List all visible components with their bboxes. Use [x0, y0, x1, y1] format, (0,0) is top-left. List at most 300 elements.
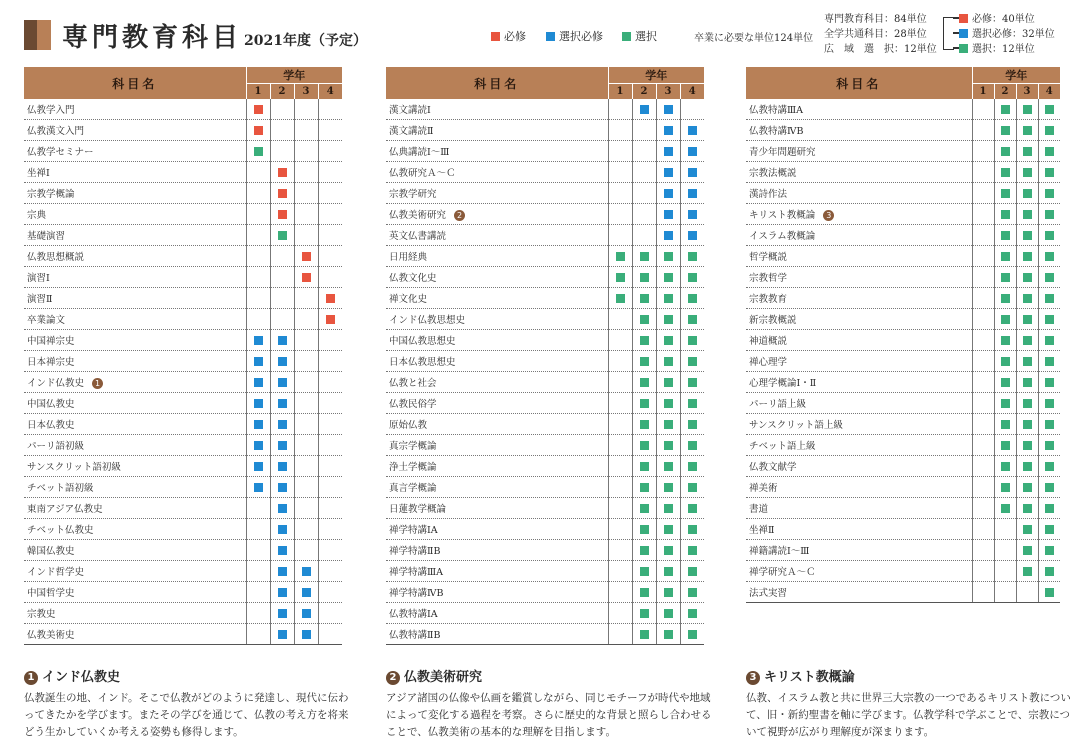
- elective-mark-icon: [1001, 189, 1010, 198]
- year-3-cell: [1016, 225, 1038, 246]
- year-3-cell: [1016, 99, 1038, 120]
- elective-mark-icon: [640, 609, 649, 618]
- elective-mark-icon: [1023, 441, 1032, 450]
- selective-mark-icon: [688, 168, 697, 177]
- elective-mark-icon: [664, 525, 673, 534]
- subject-name: 仏教特講ⅣB: [749, 126, 804, 137]
- subject-name-cell: [24, 141, 246, 162]
- year-1-cell: [972, 99, 994, 120]
- subject-name: 仏教民俗学: [389, 399, 437, 410]
- selective-mark-icon: [278, 441, 287, 450]
- subject-row: [746, 414, 1060, 435]
- subject-row: [24, 477, 342, 498]
- year-3-cell: [656, 225, 680, 246]
- elective-mark-icon: [1023, 252, 1032, 261]
- elective-mark-icon: [1045, 168, 1054, 177]
- year-3-cell: [294, 372, 318, 393]
- subject-row: [24, 519, 342, 540]
- legend-elective: 選択: [622, 28, 657, 44]
- subject-name: 仏教特講ⅠA: [389, 609, 438, 620]
- elective-mark-icon: [1045, 147, 1054, 156]
- year-3-cell: [656, 561, 680, 582]
- elective-mark-icon: [640, 399, 649, 408]
- subject-row: [746, 519, 1060, 540]
- year-3-cell: [294, 477, 318, 498]
- subject-name-cell: [746, 456, 972, 477]
- selective-mark-icon: [688, 126, 697, 135]
- elective-mark-icon: [640, 294, 649, 303]
- year-4-cell: [680, 519, 704, 540]
- elective-mark-icon: [688, 483, 697, 492]
- note-marker: 2: [454, 210, 465, 221]
- elective-mark-icon: [1023, 336, 1032, 345]
- elective-mark-icon: [664, 252, 673, 261]
- year-1-cell: [972, 456, 994, 477]
- elective-mark-icon: [1045, 441, 1054, 450]
- year-1-cell: [608, 162, 632, 183]
- elective-mark-icon: [1001, 357, 1010, 366]
- elective-mark-icon: [1001, 483, 1010, 492]
- year-4-cell: [1038, 330, 1060, 351]
- elective-mark-icon: [1023, 378, 1032, 387]
- subject-row: [386, 414, 704, 435]
- elective-mark-icon: [1023, 525, 1032, 534]
- elective-mark-icon: [1045, 420, 1054, 429]
- subject-row: [24, 162, 342, 183]
- year-2-cell: [994, 414, 1016, 435]
- year-2-cell: [270, 435, 294, 456]
- subject-name-header: 科目名: [24, 67, 246, 99]
- elective-mark-icon: [688, 252, 697, 261]
- year-4-cell: [1038, 141, 1060, 162]
- year-3-cell: [294, 393, 318, 414]
- elective-mark-icon: [664, 336, 673, 345]
- year-4-cell: [680, 225, 704, 246]
- year-2-cell: [632, 456, 656, 477]
- elective-mark-icon: [1023, 483, 1032, 492]
- year-4-cell: [318, 393, 342, 414]
- selective-mark-icon: [278, 420, 287, 429]
- year-1-cell: [972, 582, 994, 603]
- year-1-cell: [246, 393, 270, 414]
- year-2-cell: [994, 435, 1016, 456]
- year-4-cell: [318, 246, 342, 267]
- year-3-cell: [656, 624, 680, 645]
- elective-mark-icon: [688, 588, 697, 597]
- year-2-cell: [994, 582, 1016, 603]
- year-3-cell: [294, 246, 318, 267]
- subject-name-cell: [386, 288, 608, 309]
- selective-mark-icon: [254, 336, 263, 345]
- year-1-cell: [246, 183, 270, 204]
- year-1-cell: [608, 120, 632, 141]
- subject-name-cell: [746, 477, 972, 498]
- year-3-cell: [294, 519, 318, 540]
- year-4-cell: [680, 414, 704, 435]
- year-2-cell: [994, 204, 1016, 225]
- elective-mark-icon: [616, 273, 625, 282]
- year-2-cell: [270, 288, 294, 309]
- year-3-cell: [294, 582, 318, 603]
- subject-row: [386, 582, 704, 603]
- selective-mark-icon: [254, 483, 263, 492]
- year-1-cell: [972, 498, 994, 519]
- subject-row: [24, 120, 342, 141]
- subject-name-cell: [386, 372, 608, 393]
- elective-mark-icon: [1001, 420, 1010, 429]
- year-4-cell: [680, 477, 704, 498]
- subject-name-cell: [386, 414, 608, 435]
- year-1-cell: [246, 225, 270, 246]
- note-marker: 1: [92, 378, 103, 389]
- subject-table-2: [386, 67, 704, 645]
- year-4-cell: [318, 603, 342, 624]
- subject-row: [24, 372, 342, 393]
- year-3-header: 3: [656, 84, 680, 100]
- year-3-header: 3: [1016, 84, 1038, 100]
- year-3-cell: [1016, 183, 1038, 204]
- subject-row: [24, 624, 342, 645]
- subject-row: [746, 246, 1060, 267]
- year-4-cell: [1038, 393, 1060, 414]
- selective-mark-icon: [278, 378, 287, 387]
- subject-name: 宗典: [27, 210, 47, 221]
- year-3-cell: [294, 120, 318, 141]
- year-1-cell: [972, 330, 994, 351]
- footnote-number: 1: [24, 671, 38, 685]
- credit-types: [959, 12, 1055, 57]
- year-2-cell: [994, 351, 1016, 372]
- year-3-cell: [294, 624, 318, 645]
- subject-name: サンスクリット語初級: [27, 462, 121, 473]
- blue-square-icon: [959, 29, 968, 38]
- year-2-cell: [994, 162, 1016, 183]
- subject-name: 禅学特講ⅢA: [389, 567, 444, 578]
- elective-mark-icon: [1045, 210, 1054, 219]
- elective-mark-icon: [688, 294, 697, 303]
- year-2-cell: [994, 477, 1016, 498]
- year-4-header: 4: [680, 84, 704, 100]
- subject-name-cell: [746, 540, 972, 561]
- subject-name: チベット語初級: [27, 483, 94, 494]
- elective-mark-icon: [1023, 315, 1032, 324]
- year-1-cell: [608, 141, 632, 162]
- elective-mark-icon: [1023, 189, 1032, 198]
- subject-name: 宗教史: [27, 609, 56, 620]
- subject-name-cell: [24, 99, 246, 120]
- subject-row: [746, 393, 1060, 414]
- subject-name: 禅文化史: [389, 294, 428, 305]
- year-1-cell: [972, 120, 994, 141]
- year-1-cell: [608, 624, 632, 645]
- year-4-cell: [318, 162, 342, 183]
- subject-name: 演習Ⅰ: [27, 273, 50, 284]
- subject-name: 中国哲学史: [27, 588, 75, 599]
- subject-name: 韓国仏教史: [27, 546, 75, 557]
- year-2-cell: [994, 141, 1016, 162]
- year-3-cell: [656, 582, 680, 603]
- year-2-cell: [632, 225, 656, 246]
- subject-row: [386, 372, 704, 393]
- year-2-cell: [994, 309, 1016, 330]
- note-marker: 3: [823, 210, 834, 221]
- subject-name: 日本禅宗史: [27, 357, 75, 368]
- footnote-title: インド仏教史: [42, 670, 121, 685]
- subject-name: 禅学特講ⅣB: [389, 588, 444, 599]
- elective-mark-icon: [1045, 294, 1054, 303]
- subject-row: [746, 225, 1060, 246]
- year-3-cell: [656, 288, 680, 309]
- subject-row: [746, 267, 1060, 288]
- selective-mark-icon: [254, 462, 263, 471]
- year-3-cell: [1016, 330, 1038, 351]
- year-4-cell: [680, 309, 704, 330]
- subject-row: [386, 330, 704, 351]
- elective-mark-icon: [640, 504, 649, 513]
- subject-name-cell: [24, 246, 246, 267]
- subject-name: イスラム教概論: [749, 231, 816, 242]
- elective-mark-icon: [688, 525, 697, 534]
- year-3-cell: [1016, 477, 1038, 498]
- year-2-cell: [270, 99, 294, 120]
- subject-name: 仏教文化史: [389, 273, 437, 284]
- year-4-cell: [680, 99, 704, 120]
- year-4-cell: [318, 267, 342, 288]
- year-3-cell: [656, 330, 680, 351]
- year-2-cell: [270, 162, 294, 183]
- year-1-cell: [246, 561, 270, 582]
- subject-row: [746, 183, 1060, 204]
- subject-name-cell: [386, 120, 608, 141]
- subject-row: [24, 498, 342, 519]
- subject-name: 坐禅Ⅱ: [749, 525, 775, 536]
- year-3-cell: [656, 309, 680, 330]
- subject-name: 日用経典: [389, 252, 428, 263]
- elective-mark-icon: [1001, 273, 1010, 282]
- subject-row: [386, 624, 704, 645]
- elective-mark-icon: [1023, 273, 1032, 282]
- subject-name: 禅美術: [749, 483, 778, 494]
- subject-name: 漢詩作法: [749, 189, 788, 200]
- subject-name: 中国禅宗史: [27, 336, 75, 347]
- elective-mark-icon: [688, 399, 697, 408]
- elective-mark-icon: [616, 294, 625, 303]
- subject-row: [386, 99, 704, 120]
- subject-name-cell: [386, 603, 608, 624]
- year-1-cell: [246, 498, 270, 519]
- subject-row: [24, 603, 342, 624]
- year-4-cell: [680, 393, 704, 414]
- year-3-cell: [294, 456, 318, 477]
- year-1-cell: [972, 372, 994, 393]
- subject-name-cell: [386, 162, 608, 183]
- elective-mark-icon: [640, 588, 649, 597]
- year-2-cell: [994, 267, 1016, 288]
- year-3-cell: [656, 603, 680, 624]
- subject-name-cell: [386, 393, 608, 414]
- year-4-cell: [1038, 477, 1060, 498]
- year-2-cell: [632, 141, 656, 162]
- blue-square-icon: [546, 32, 555, 41]
- selective-mark-icon: [278, 336, 287, 345]
- year-2-cell: [270, 561, 294, 582]
- selective-mark-icon: [664, 189, 673, 198]
- subject-name: 法式実習: [749, 588, 788, 599]
- credit-item: 専門教育科目：84単位: [824, 14, 927, 25]
- year-1-cell: [246, 414, 270, 435]
- elective-mark-icon: [1001, 126, 1010, 135]
- year-2-cell: [270, 372, 294, 393]
- elective-mark-icon: [1023, 567, 1032, 576]
- subject-name-cell: [386, 183, 608, 204]
- selective-mark-icon: [278, 567, 287, 576]
- subject-name-cell: [746, 330, 972, 351]
- elective-mark-icon: [1001, 336, 1010, 345]
- legend-required: 必修: [491, 28, 526, 44]
- year-4-cell: [318, 624, 342, 645]
- year-4-cell: [680, 246, 704, 267]
- elective-mark-icon: [1023, 546, 1032, 555]
- subject-name: 原始仏教: [389, 420, 428, 431]
- year-3-cell: [656, 477, 680, 498]
- subject-name-cell: [24, 351, 246, 372]
- year-3-cell: [1016, 204, 1038, 225]
- year-4-cell: [318, 456, 342, 477]
- subject-row: [24, 561, 342, 582]
- year-4-cell: [680, 624, 704, 645]
- year-2-cell: [270, 393, 294, 414]
- subject-name: 仏教特講ⅢA: [749, 105, 804, 116]
- year-3-cell: [294, 204, 318, 225]
- subject-name-cell: [386, 477, 608, 498]
- subject-row: [386, 267, 704, 288]
- subject-name-cell: [24, 498, 246, 519]
- year-2-cell: [632, 288, 656, 309]
- year-1-cell: [246, 288, 270, 309]
- selective-mark-icon: [302, 567, 311, 576]
- subject-name-cell: [386, 309, 608, 330]
- year-2-cell: [994, 498, 1016, 519]
- year-4-cell: [318, 99, 342, 120]
- elective-mark-icon: [1023, 210, 1032, 219]
- subject-name-cell: [24, 309, 246, 330]
- year-4-cell: [318, 477, 342, 498]
- elective-mark-icon: [1023, 168, 1032, 177]
- subject-name-cell: [24, 372, 246, 393]
- year-1-cell: [608, 477, 632, 498]
- subject-name: 仏教漢文入門: [27, 126, 85, 137]
- year-3-cell: [656, 456, 680, 477]
- year-2-cell: [632, 330, 656, 351]
- elective-mark-icon: [664, 357, 673, 366]
- elective-mark-icon: [1001, 105, 1010, 114]
- subject-row: [386, 393, 704, 414]
- elective-mark-icon: [1023, 105, 1032, 114]
- subject-name-cell: [746, 498, 972, 519]
- year-1-cell: [246, 582, 270, 603]
- year-4-cell: [1038, 582, 1060, 603]
- year-4-cell: [1038, 99, 1060, 120]
- red-square-icon: [959, 14, 968, 23]
- subject-name: 仏教文献学: [749, 462, 797, 473]
- elective-mark-icon: [688, 315, 697, 324]
- year-3-cell: [1016, 393, 1038, 414]
- subject-name-cell: [386, 624, 608, 645]
- subject-name-cell: [746, 141, 972, 162]
- year-3-cell: [1016, 435, 1038, 456]
- year-3-cell: [1016, 519, 1038, 540]
- subject-name-cell: [746, 267, 972, 288]
- year-3-cell: [294, 141, 318, 162]
- subject-name-cell: [746, 561, 972, 582]
- selective-mark-icon: [278, 483, 287, 492]
- year-1-cell: [608, 225, 632, 246]
- subject-name-cell: [746, 120, 972, 141]
- subject-row: [386, 435, 704, 456]
- subject-row: [24, 267, 342, 288]
- footnote-title: 仏教美術研究: [404, 670, 483, 685]
- subject-name-cell: [24, 456, 246, 477]
- elective-mark-icon: [1045, 462, 1054, 471]
- year-2-cell: [994, 519, 1016, 540]
- subject-name-cell: [24, 414, 246, 435]
- year-4-cell: [318, 288, 342, 309]
- subject-row: [386, 456, 704, 477]
- elective-mark-icon: [688, 504, 697, 513]
- year-1-cell: [972, 141, 994, 162]
- year-2-cell: [994, 540, 1016, 561]
- subject-name-cell: [746, 582, 972, 603]
- elective-mark-icon: [664, 273, 673, 282]
- selective-mark-icon: [664, 147, 673, 156]
- year-1-header: 1: [972, 84, 994, 100]
- year-4-cell: [1038, 120, 1060, 141]
- year-4-cell: [680, 120, 704, 141]
- year-1-cell: [608, 603, 632, 624]
- selective-mark-icon: [278, 609, 287, 618]
- elective-mark-icon: [640, 420, 649, 429]
- subject-name-cell: [24, 540, 246, 561]
- subject-name-cell: [24, 477, 246, 498]
- legend-selective: 選択必修: [546, 28, 603, 44]
- green-square-icon: [959, 44, 968, 53]
- required-mark-icon: [254, 126, 263, 135]
- year-1-cell: [972, 561, 994, 582]
- subject-row: [746, 141, 1060, 162]
- elective-mark-icon: [640, 252, 649, 261]
- year-1-cell: [608, 540, 632, 561]
- elective-mark-icon: [640, 357, 649, 366]
- subject-row: [386, 246, 704, 267]
- subject-name: 書道: [749, 504, 769, 515]
- year-2-cell: [632, 183, 656, 204]
- subject-name: 漢文講読Ⅱ: [389, 126, 434, 137]
- subject-name-cell: [746, 225, 972, 246]
- footnote-body: アジア諸国の仏像や仏画を鑑賞しながら、同じモチーフが時代や地域によって変化する過程を考察。さらに歴史的な背景と照らし合わせることで、仏教美術の基本的な理解を目指します。: [386, 692, 712, 738]
- year-4-cell: [680, 498, 704, 519]
- elective-mark-icon: [1001, 399, 1010, 408]
- year-2-cell: [994, 120, 1016, 141]
- subject-name: 日本仏教史: [27, 420, 75, 431]
- elective-mark-icon: [664, 420, 673, 429]
- year-header: 学年: [608, 67, 704, 84]
- year-4-cell: [680, 141, 704, 162]
- subject-row: [24, 393, 342, 414]
- required-mark-icon: [302, 273, 311, 282]
- year-2-cell: [994, 330, 1016, 351]
- year-2-cell: [632, 246, 656, 267]
- elective-mark-icon: [1023, 294, 1032, 303]
